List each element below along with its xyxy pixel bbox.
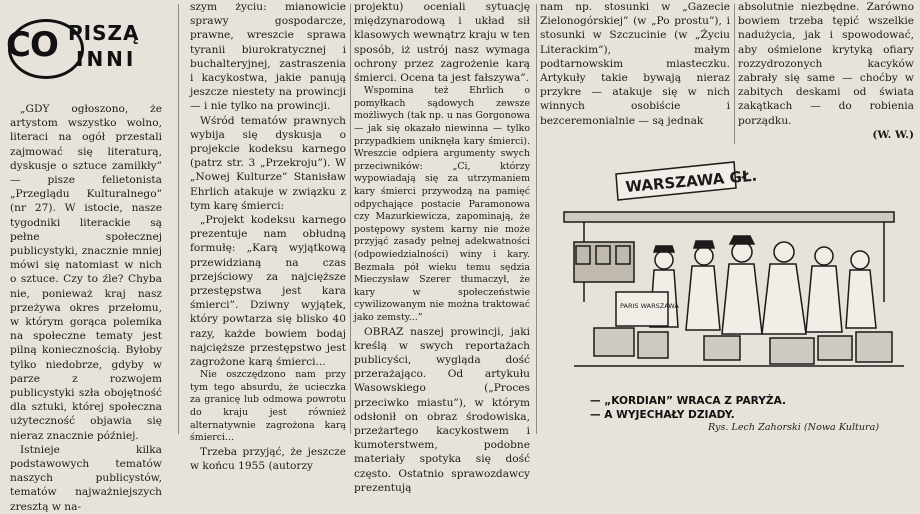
luggage-label-text: PARIS WARSZAWA [620,302,679,310]
column-3-paragraph-3: OBRAZ naszej prowincji, jaki kreślą w swych reportażach publicyści, wygląda dość przerażająco. Od artykułu Wasowskiego („Proces przeciwko miastu”), w którym odsłonił on obraz środowiska, przeżartego kacykostwem i kumoterstwem, podobne materiały spotyka się dość często. Ostatnio sprawozdawcy prezentują [354,325,530,494]
column-divider [350,4,351,434]
column-2-paragraph-1: szym życiu: mianowicie sprawy gospodarcze, prawne, wreszcie sprawa tyranii biurokratycznej i buchalteryjnej, zastraszenia i kacykostwa, jakie panują jeszcze niestety na prowincji — i nie tylko na prowincji. [190,1,346,113]
column-3-paragraph-2: Wspomina też Ehrlich o pomyłkach sądowych zewsze możliwych (tak np. u nas Gorgonowa — jak się okazało niewinna — tylko przypadkiem uniknęła kary śmierci). Wreszcie odpiera argumenty swych przeciwników: „Ci, którzy wypowiadają się za utrzymaniem kary śmierci przywodzą na pamięć odpychające postacie Paramonowa czy Mazurkiewicza, zapominają, że postępowy system karny nie może przyjąć zasady pełnej adekwatności (odpowiedzialności) winy i kary. Bezmała pół wieku temu sędzia Mieczysław Szerer tłumaczył, że kary w społeczeństwie cywilizowanym nie można traktować jako zemsty...” [354,85,530,323]
cartoon-caption [590,394,786,422]
column-3 [354,0,530,494]
column-5 [738,0,914,150]
column-2-paragraph-4: Nie oszczędzono nam przy tym tego absurdu, że ucieczka za granicę lub odmowa powrotu do kraju jest również alternatywnie zagrożona karą śmierci... [190,369,346,444]
column-1-paragraph-1: „GDY ogłoszono, że artystom wszystko wolno, literaci na ogół przestali zajmować się literaturą, dyskusje o sztuce zamilkły” — pisze felietonista „Przeglądu Kulturalnego” (nr 27). W istocie, nasze tygodniki literackie są pełne społecznej publicystyki, znacznie mniej mówi się natomiast w nich o sztuce. Czy to źle? Chyba nie, ponieważ kraj nasz przeżywa okres przełomu, w którym gorąca polemika na społeczne tematy jest pilną koniecznością. Byłoby tylko niedobrze, gdyby w parze z rozwojem publicystyki szła obojętność dla sztuki, której społeczna użyteczność objawia się nieraz znacznie później. [10,103,162,442]
column-4 [540,0,730,150]
column-2-paragraph-3: „Projekt kodeksu karnego prezentuje nam obłudną formułę: „Karą wyjątkową przewidzianą na czas przejściowy za najcięższe przestępstwa jest kara śmierci”. Dziwny wyjątek, który powtarza się blisko 40 razy, każde bowiem bodaj najcięższe przestępstwo jest zagrożone karą śmierci... [190,214,346,369]
caption-line-2: — A WYJECHAŁY DZIADY. [590,409,735,421]
column-1 [10,102,162,513]
column-5-paragraph-1: absolutnie niezbędne. Zarówno bowiem trzeba tępić wszelkie nadużycia, jak i spowodować, aby ośmielone krytyką ofiary rozzydrozonych kacyków zabrały się same — choćby w zabitych deskami od świata zakątkach — do robienia porządku. [738,1,914,127]
heading-pisza: PISZĄ [68,21,140,45]
column-1-paragraph-2: Istnieje kilka podstawowych tematów naszych publicystów, tematów najważniejszych zresztą w na- [10,443,162,513]
column-2-paragraph-5: Trzeba przyjąć, że jeszcze w końcu 1955 (autorzy [190,445,346,473]
heading-inni: INNI [76,47,137,71]
column-divider [734,4,735,144]
illustration-credit: Rys. Lech Zahorski (Nowa Kultura) [708,422,880,433]
column-3-paragraph-1: projektu) oceniali sytuację międzynarodową i układ sił klasowych wewnątrz kraju w ten sposób, iż ustrój nasz wymaga ochrony przez zagrożenie karą śmierci. Ocena ta jest fałszywa”. [354,1,530,85]
heading-co: CO [6,25,58,65]
column-divider [536,4,537,434]
author-signature: (W. W.) [872,128,914,141]
cartoon-illustration [554,152,916,388]
station-sign-text: WARSZAWA GŁ. [624,166,758,196]
caption-line-1: — „KORDIAN” WRACA Z PARYŻA. [590,395,787,407]
column-2 [190,0,346,473]
section-heading [6,3,162,91]
column-4-paragraph-1: nam np. stosunki w „Gazecie Zielonogórskiej” (w „Po prostu”), i stosunki w Szczucinie (w „Życiu Literackim”), małym podtarnowskim miasteczku. Artykuły takie bywają nieraz przykre — atakuje się w nich winnych osobiście i bezceremonialnie — są jednak [540,1,730,127]
column-2-paragraph-2: Wśród tematów prawnych wybija się dyskusja o projekcie kodeksu karnego (patrz str. 3 „Przekroju”). W „Nowej Kulturze” Stanisław Ehrlich atakuje w związku z tym karę śmierci: [190,114,346,212]
column-divider [178,4,179,434]
